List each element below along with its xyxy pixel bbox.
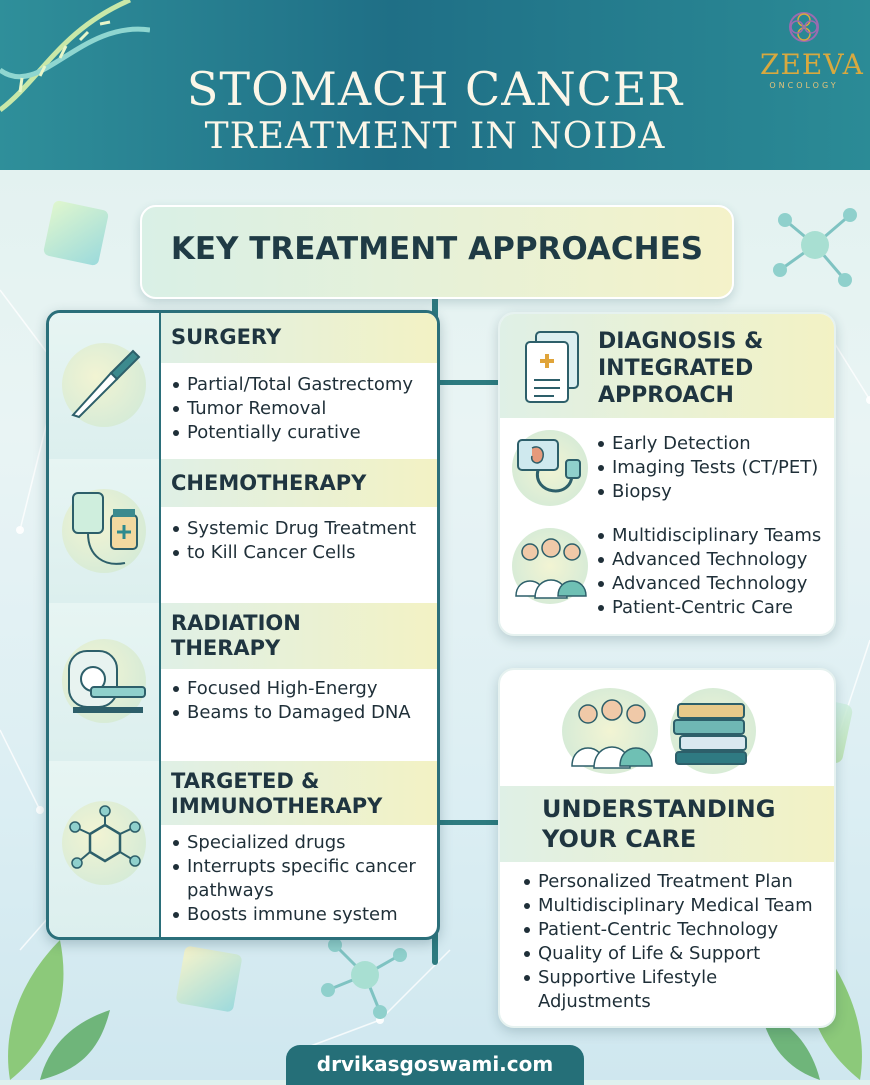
care-bullets: [522, 870, 813, 1014]
treatment-header: [161, 761, 437, 825]
books-icon: [672, 698, 754, 768]
iv-bag-and-pill-bottle-icon: [65, 487, 145, 575]
care-title-line: UNDERSTANDING: [542, 795, 776, 823]
understanding-care-header: [500, 786, 834, 862]
bullet-item: Specialized drugs: [171, 831, 416, 855]
molecule-icon: [65, 803, 145, 883]
treatment-bullets: [171, 677, 411, 725]
website-url-banner[interactable]: [286, 1045, 584, 1085]
header-banner: [0, 0, 870, 170]
treatment-header: [161, 603, 437, 669]
treatment-row-radiation: [49, 603, 437, 763]
ct-scanner-icon: [63, 643, 147, 721]
main-title-line2: TREATMENT IN NOIDA: [204, 116, 666, 157]
bullet-item: Interrupts specific cancer: [171, 855, 416, 879]
treatment-title: RADIATION: [171, 611, 301, 635]
bullet-item: Imaging Tests (CT/PET): [596, 456, 818, 480]
diagnosis-title-line: INTEGRATED: [598, 356, 754, 381]
treatment-row-surgery: [49, 313, 437, 461]
understanding-care-card: [498, 668, 836, 1028]
bullet-item: Advanced Technology: [596, 548, 821, 572]
bullet-item: Potentially curative: [171, 421, 413, 445]
bullet-item: Early Detection: [596, 432, 818, 456]
bullet-item: Personalized Treatment Plan: [522, 870, 813, 894]
diagnosis-bullets-1: [596, 432, 818, 504]
medical-team-icon: [510, 532, 592, 602]
medical-report-icon: [520, 328, 584, 408]
treatment-bullets: [171, 831, 416, 927]
treatment-icon-cell: [49, 459, 161, 603]
cube-decor-icon: [175, 945, 242, 1012]
scalpel-icon: [65, 343, 145, 423]
bullet-item: Patient-Centric Care: [596, 596, 821, 620]
bullet-item: Multidisciplinary Medical Team: [522, 894, 813, 918]
cube-decor-icon: [43, 200, 109, 266]
treatment-icon-cell: [49, 313, 161, 459]
bullet-item: Multidisciplinary Teams: [596, 524, 821, 548]
leaf-decor-icon: [0, 930, 110, 1080]
treatment-title: IMMUNOTHERAPY: [171, 794, 383, 818]
bullet-item: Partial/Total Gastrectomy: [171, 373, 413, 397]
bullet-item: Patient-Centric Technology: [522, 918, 813, 942]
logo-subtitle: ONCOLOGY: [769, 81, 839, 90]
diagnosis-header: [500, 314, 834, 418]
bullet-item: Beams to Damaged DNA: [171, 701, 411, 725]
treatment-title: CHEMOTHERAPY: [171, 471, 367, 495]
connector-pipe: [436, 820, 500, 825]
treatment-bullets: [171, 517, 416, 565]
bullet-item: to Kill Cancer Cells: [171, 541, 416, 565]
bullet-item-continuation: pathways: [187, 880, 274, 901]
logo-name: ZEEVA: [760, 48, 864, 81]
diagnosis-card: [498, 312, 836, 636]
diagnosis-title: [598, 328, 763, 409]
bullet-item: Advanced Technology: [596, 572, 821, 596]
bullet-item: Supportive Lifestyle: [522, 966, 813, 990]
treatment-title: TARGETED &: [171, 769, 320, 793]
treatment-title: SURGERY: [171, 325, 282, 349]
treatment-title: THERAPY: [171, 636, 281, 660]
understanding-care-title: [542, 794, 775, 854]
medical-team-icon: [566, 692, 658, 772]
treatment-row-chemotherapy: [49, 459, 437, 605]
bullet-item: Boosts immune system: [171, 903, 416, 927]
treatment-icon-cell: [49, 603, 161, 761]
endoscope-icon: [512, 434, 590, 506]
diagnosis-title-line: DIAGNOSIS &: [598, 329, 764, 354]
bullet-item-continuation: Adjustments: [538, 991, 651, 1012]
treatment-row-targeted: [49, 761, 437, 937]
treatment-icon-cell: [49, 761, 161, 937]
bullet-item: Systemic Drug Treatment: [171, 517, 416, 541]
treatment-header: [161, 459, 437, 507]
molecule-decor-icon: [320, 930, 410, 1020]
website-url[interactable]: drvikasgoswami.com: [316, 1052, 554, 1076]
zeeva-logo: [760, 10, 864, 90]
diagnosis-title-line: APPROACH: [598, 383, 734, 408]
key-approaches-title: KEY TREATMENT APPROACHES: [170, 231, 704, 267]
care-title-line: YOUR CARE: [542, 825, 697, 853]
bullet-item: Quality of Life & Support: [522, 942, 813, 966]
connector-pipe: [436, 380, 500, 385]
treatment-bullets: [171, 373, 413, 445]
flower-logo-icon: [787, 10, 821, 44]
treatment-header: [161, 313, 437, 363]
molecule-decor-icon: [770, 200, 860, 296]
bullet-item: Focused High-Energy: [171, 677, 411, 701]
diagnosis-bullets-2: [596, 524, 821, 620]
treatments-panel: [46, 310, 440, 940]
key-approaches-banner: [140, 205, 734, 299]
main-title-line1: STOMACH CANCER: [186, 62, 684, 116]
bullet-item: Tumor Removal: [171, 397, 413, 421]
bullet-item: Biopsy: [596, 480, 818, 504]
